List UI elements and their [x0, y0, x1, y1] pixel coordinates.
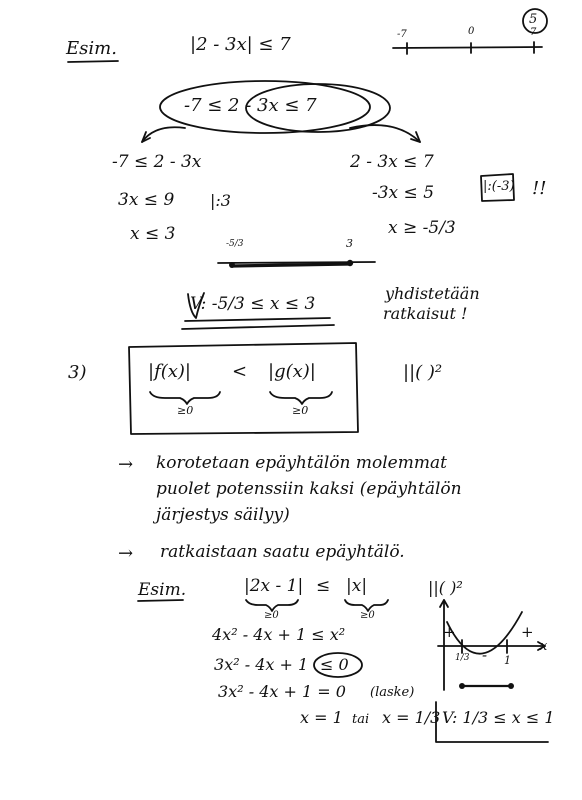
graph-plus-left: + [443, 623, 456, 641]
bullet1-line3: järjestys säilyy) [156, 505, 290, 525]
answer-note-line2: ratkaisut ! [383, 304, 468, 323]
section3-square-note: ||( )² [403, 362, 443, 383]
bullet1-arrow: → [118, 454, 134, 475]
example2-under-right: ≥0 [360, 610, 375, 621]
bullet2-line1: ratkaistaan saatu epäyhtälö. [160, 542, 405, 562]
numberline-mid-right: 3 [346, 237, 353, 250]
number-line-top [393, 47, 542, 48]
under-right-label: ≥0 [292, 404, 309, 417]
section3-number: 3) [68, 362, 87, 383]
left-step-2: 3x ≤ 9 [118, 190, 175, 210]
exclaim: !! [532, 178, 547, 199]
right-step-2: -3x ≤ 5 [372, 183, 435, 203]
example2-step-3-note: (laske) [370, 685, 415, 700]
numberline-mid-left: -5/3 [226, 239, 244, 249]
divide-note: |:(-3) [483, 179, 515, 194]
example2-left: |2x - 1| [244, 576, 304, 596]
bullet1-line1: korotetaan epäyhtälön molemmat [156, 453, 447, 473]
example2-step-1: 4x² - 4x + 1 ≤ x² [212, 625, 346, 644]
graph-root2: 1 [504, 654, 511, 667]
example2-square-note: ||( )² [428, 578, 463, 597]
example2-answer: V: 1/3 ≤ x ≤ 1 [442, 708, 555, 727]
example2-op: ≤ [316, 576, 331, 596]
example2-step-3: 3x² - 4x + 1 = 0 [218, 682, 346, 701]
example1-problem: |2 - 3x| ≤ 7 [190, 34, 291, 55]
page-number: 5 [529, 12, 538, 27]
section3-box [129, 343, 358, 434]
left-step-3: x ≤ 3 [130, 224, 176, 244]
example2-under-left: ≥0 [264, 610, 279, 621]
left-step-divide: |:3 [210, 191, 231, 210]
graph-root1: 1/3 [455, 653, 470, 663]
example2-root-2: x = 1/3 [382, 708, 441, 727]
example2-or: tai [352, 712, 370, 727]
example1-title: Esim. [66, 38, 117, 59]
right-step-1: 2 - 3x ≤ 7 [350, 152, 434, 172]
box-expr-left: |f(x)| [148, 361, 191, 382]
graph-plus-right: + [521, 623, 534, 641]
left-step-1: -7 ≤ 2 - 3x [112, 152, 202, 172]
arrow-left [142, 127, 185, 142]
box-expr-op: < [232, 361, 248, 382]
example2-step-2: 3x² - 4x + 1 [214, 655, 309, 674]
answer-underline [182, 318, 334, 329]
graph-x-label: x [540, 639, 548, 654]
under-left-label: ≥0 [177, 404, 194, 417]
esim-underline [68, 61, 118, 62]
numberline-top-left: -7 [397, 29, 407, 40]
example2-root-1: x = 1 [300, 708, 343, 727]
numberline-top-mid: 0 [468, 26, 475, 37]
esim2-underline [138, 600, 183, 601]
example2-right: |x| [346, 576, 368, 596]
numberline-top-right: 7 [530, 27, 537, 38]
bullet2-arrow: → [118, 543, 134, 564]
example1-answer: V: -5/3 ≤ x ≤ 3 [190, 294, 316, 314]
box-expr-right: |g(x)| [268, 361, 316, 382]
bullet1-line2: puolet potenssiin kaksi (epäyhtälön [156, 479, 462, 499]
combined-inequality: -7 ≤ 2 - 3x ≤ 7 [184, 95, 317, 116]
example2-title: Esim. [138, 580, 187, 600]
example2-step-2-circled: ≤ 0 [320, 655, 349, 674]
graph-minus: - [482, 646, 488, 664]
right-step-3: x ≥ -5/3 [388, 218, 456, 238]
answer-note-line1: yhdistetään [385, 284, 480, 303]
